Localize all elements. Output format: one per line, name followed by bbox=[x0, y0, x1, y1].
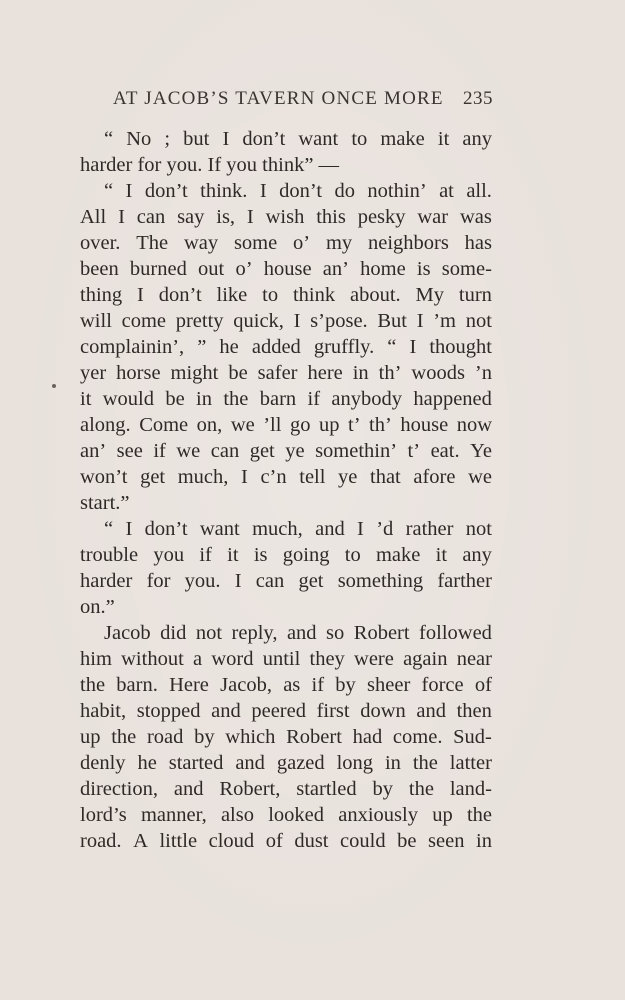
word: we bbox=[176, 440, 201, 462]
word: they bbox=[309, 648, 345, 670]
word: he bbox=[219, 336, 239, 358]
word: some bbox=[233, 232, 278, 254]
word: Come bbox=[139, 414, 189, 436]
word: don’t bbox=[242, 128, 286, 150]
word: again bbox=[403, 648, 448, 670]
word: ’d bbox=[376, 518, 394, 540]
text-line bbox=[80, 126, 492, 152]
text-line bbox=[80, 204, 492, 230]
word: not bbox=[195, 622, 223, 644]
word: cloud bbox=[208, 830, 255, 852]
word: up bbox=[80, 726, 101, 748]
word: don’t bbox=[279, 180, 323, 202]
word: peered bbox=[251, 700, 306, 722]
word: think. bbox=[200, 180, 248, 202]
word: also bbox=[220, 804, 254, 826]
word: along. bbox=[80, 414, 131, 436]
word: which bbox=[225, 726, 276, 748]
word: eat. bbox=[430, 440, 460, 462]
word: going bbox=[282, 544, 330, 566]
word: I bbox=[293, 310, 301, 332]
word: pesky bbox=[357, 206, 406, 228]
word: has bbox=[464, 232, 492, 254]
word: in bbox=[384, 752, 401, 774]
word: farther bbox=[437, 570, 492, 592]
word: not bbox=[465, 518, 492, 540]
word: t’ bbox=[348, 414, 361, 436]
text-line bbox=[80, 308, 492, 334]
word: the bbox=[412, 752, 438, 774]
word: somethin’ bbox=[315, 440, 398, 462]
word: as bbox=[283, 674, 301, 696]
word: for bbox=[137, 154, 162, 176]
word: “ bbox=[104, 128, 114, 150]
word: without bbox=[121, 648, 184, 670]
word: here bbox=[307, 362, 343, 384]
word: the bbox=[408, 778, 434, 800]
word: dust bbox=[294, 830, 329, 852]
word: then bbox=[456, 700, 492, 722]
word: but bbox=[183, 128, 210, 150]
word: on, bbox=[196, 414, 223, 436]
word: you bbox=[226, 154, 258, 176]
word: My bbox=[415, 284, 445, 306]
word: “ bbox=[104, 518, 114, 540]
text-line bbox=[80, 256, 492, 282]
text-line bbox=[80, 152, 492, 178]
word: neighbors bbox=[367, 232, 449, 254]
word: the bbox=[111, 726, 137, 748]
word: he bbox=[137, 752, 157, 774]
word: is bbox=[253, 544, 268, 566]
word: burned bbox=[129, 258, 187, 280]
text-line bbox=[80, 386, 492, 412]
text-line bbox=[80, 360, 492, 386]
word: that bbox=[370, 466, 401, 488]
word: and bbox=[416, 700, 446, 722]
word: get bbox=[249, 440, 275, 462]
word: “ bbox=[104, 180, 114, 202]
word: to bbox=[344, 544, 361, 566]
text-line bbox=[80, 594, 492, 620]
word: come bbox=[121, 310, 167, 332]
word: c’n bbox=[260, 466, 287, 488]
text-line bbox=[80, 230, 492, 256]
word: a bbox=[193, 648, 203, 670]
word: first bbox=[316, 700, 350, 722]
word: I bbox=[222, 128, 230, 150]
word: I bbox=[125, 180, 133, 202]
text-line bbox=[80, 776, 492, 802]
word: s’pose. bbox=[310, 310, 368, 332]
word: you. bbox=[166, 154, 203, 176]
word: ’m bbox=[433, 310, 457, 332]
word: I bbox=[259, 180, 267, 202]
page-header bbox=[113, 88, 493, 116]
word: it bbox=[227, 544, 239, 566]
word: up bbox=[318, 414, 340, 436]
word: Robert bbox=[353, 622, 410, 644]
word: word bbox=[211, 648, 254, 670]
word: habit, bbox=[80, 700, 127, 722]
word: we bbox=[468, 466, 492, 488]
word: in bbox=[196, 388, 212, 410]
word: can bbox=[255, 570, 285, 592]
word: be bbox=[397, 830, 417, 852]
word: road bbox=[146, 726, 184, 748]
word: All bbox=[80, 206, 107, 228]
word: way bbox=[183, 232, 219, 254]
word: direction, bbox=[80, 778, 158, 800]
word: is, bbox=[216, 206, 236, 228]
word: lord’s bbox=[80, 804, 127, 826]
word: I bbox=[125, 518, 133, 540]
word: don’t bbox=[158, 284, 202, 306]
word: horse bbox=[116, 362, 161, 384]
word: think” bbox=[262, 154, 314, 176]
text-line bbox=[80, 828, 492, 854]
word: down bbox=[360, 700, 406, 722]
word: do bbox=[334, 180, 355, 202]
word: barn bbox=[259, 388, 297, 410]
word: near bbox=[456, 648, 492, 670]
text-line bbox=[80, 542, 492, 568]
word: turn bbox=[458, 284, 492, 306]
word: war bbox=[417, 206, 449, 228]
word: ” bbox=[197, 336, 207, 358]
word: reply, bbox=[231, 622, 278, 644]
word: startled bbox=[296, 778, 357, 800]
word: complainin’, bbox=[80, 336, 185, 358]
text-line bbox=[80, 750, 492, 776]
word: denly bbox=[80, 752, 126, 774]
word: Jacob bbox=[104, 622, 151, 644]
word: not bbox=[465, 310, 492, 332]
word: any bbox=[462, 544, 492, 566]
word: “ bbox=[387, 336, 397, 358]
word: want bbox=[199, 518, 240, 540]
text-line bbox=[80, 334, 492, 360]
text-line bbox=[80, 464, 492, 490]
word: think bbox=[292, 284, 336, 306]
word: had bbox=[352, 726, 383, 748]
word: see bbox=[116, 440, 143, 462]
word: is bbox=[416, 258, 431, 280]
word: out bbox=[198, 258, 225, 280]
word: nothin’ bbox=[367, 180, 427, 202]
word: don’t bbox=[144, 180, 188, 202]
word: Jacob, bbox=[220, 674, 272, 696]
word: — bbox=[318, 154, 340, 176]
word: any bbox=[462, 128, 492, 150]
word: But bbox=[377, 310, 407, 332]
word: force bbox=[421, 674, 464, 696]
word: and bbox=[315, 518, 345, 540]
word: if bbox=[153, 440, 166, 462]
word: up bbox=[432, 804, 453, 826]
word: ’n bbox=[474, 362, 492, 384]
word: happened bbox=[413, 388, 492, 410]
word: house bbox=[263, 258, 312, 280]
word: I bbox=[234, 570, 242, 592]
word: stopped bbox=[136, 700, 201, 722]
word: like bbox=[216, 284, 248, 306]
text-line bbox=[80, 568, 492, 594]
word: for bbox=[146, 570, 171, 592]
word: the bbox=[223, 388, 249, 410]
word: my bbox=[325, 232, 353, 254]
word: I bbox=[409, 336, 417, 358]
word: looked bbox=[268, 804, 325, 826]
word: much, bbox=[177, 466, 229, 488]
word: harder bbox=[80, 570, 133, 592]
word: it bbox=[435, 544, 448, 566]
word: be bbox=[228, 362, 248, 384]
word: in bbox=[352, 362, 369, 384]
text-line bbox=[80, 698, 492, 724]
text-line bbox=[80, 412, 492, 438]
word: don’t bbox=[144, 518, 188, 540]
word: the bbox=[466, 804, 492, 826]
word: an’ bbox=[80, 440, 107, 462]
word: yer bbox=[80, 362, 107, 384]
text-line bbox=[80, 438, 492, 464]
word: The bbox=[136, 232, 169, 254]
word: something bbox=[337, 570, 424, 592]
word: to bbox=[351, 128, 368, 150]
word: o’ bbox=[235, 258, 253, 280]
word: rather bbox=[405, 518, 454, 540]
word: were bbox=[354, 648, 394, 670]
word: ye bbox=[338, 466, 358, 488]
word: this bbox=[316, 206, 346, 228]
word: want bbox=[298, 128, 339, 150]
word: I bbox=[416, 310, 424, 332]
word: can bbox=[210, 440, 240, 462]
word: If bbox=[207, 154, 222, 176]
word: thought bbox=[429, 336, 492, 358]
word: No bbox=[126, 128, 152, 150]
text-line bbox=[80, 620, 492, 646]
word: on.” bbox=[80, 596, 115, 618]
text-line bbox=[80, 178, 492, 204]
word: go bbox=[289, 414, 311, 436]
word: followed bbox=[419, 622, 492, 644]
text-line bbox=[80, 516, 492, 542]
word: gazed bbox=[276, 752, 325, 774]
word: and bbox=[286, 622, 317, 644]
word: did bbox=[160, 622, 187, 644]
word: to bbox=[262, 284, 279, 306]
word: barn. bbox=[116, 674, 158, 696]
word: latter bbox=[449, 752, 492, 774]
text-line bbox=[80, 282, 492, 308]
word: and bbox=[173, 778, 204, 800]
text-line bbox=[80, 802, 492, 828]
word: pretty bbox=[175, 310, 224, 332]
word: an’ bbox=[322, 258, 349, 280]
word: by bbox=[372, 778, 393, 800]
word: would bbox=[102, 388, 154, 410]
word: some- bbox=[441, 258, 492, 280]
word: can bbox=[136, 206, 166, 228]
word: anybody bbox=[331, 388, 402, 410]
word: road. bbox=[80, 830, 122, 852]
word: safer bbox=[257, 362, 298, 384]
word: ye bbox=[285, 440, 305, 462]
word: we bbox=[230, 414, 255, 436]
word: quick, bbox=[233, 310, 284, 332]
word: A bbox=[133, 830, 148, 852]
word: and bbox=[211, 700, 241, 722]
word: of bbox=[265, 830, 283, 852]
word: I bbox=[118, 206, 125, 228]
word: t’ bbox=[407, 440, 421, 462]
word: and bbox=[235, 752, 265, 774]
word: in bbox=[476, 830, 492, 852]
word: it bbox=[80, 388, 92, 410]
text-line bbox=[80, 724, 492, 750]
word: home bbox=[360, 258, 406, 280]
word: I bbox=[246, 206, 254, 228]
word: come. bbox=[392, 726, 443, 748]
word: harder bbox=[80, 154, 133, 176]
word: now bbox=[456, 414, 492, 436]
word: get bbox=[298, 570, 324, 592]
word: Sud- bbox=[453, 726, 492, 748]
word: all. bbox=[466, 180, 492, 202]
word: over. bbox=[80, 232, 121, 254]
word: you bbox=[153, 544, 185, 566]
word: ’ll bbox=[263, 414, 282, 436]
word: of bbox=[474, 674, 492, 696]
word: if bbox=[307, 388, 321, 410]
word: make bbox=[375, 544, 421, 566]
word: much, bbox=[252, 518, 303, 540]
word: by bbox=[194, 726, 215, 748]
word: I bbox=[241, 466, 248, 488]
word: little bbox=[159, 830, 198, 852]
word: o’ bbox=[293, 232, 311, 254]
word: th’ bbox=[378, 362, 402, 384]
word: won’t bbox=[80, 466, 128, 488]
word: gruffly. bbox=[313, 336, 375, 358]
word: anxiously bbox=[338, 804, 418, 826]
word: if bbox=[199, 544, 212, 566]
word: by bbox=[335, 674, 356, 696]
word: trouble bbox=[80, 544, 139, 566]
word: Robert, bbox=[219, 778, 281, 800]
word: it bbox=[437, 128, 450, 150]
word: make bbox=[380, 128, 425, 150]
page-number: 235 bbox=[463, 88, 493, 109]
word: tell bbox=[299, 466, 326, 488]
word: you. bbox=[184, 570, 221, 592]
word: Robert bbox=[286, 726, 342, 748]
word: at bbox=[439, 180, 454, 202]
word: was bbox=[459, 206, 492, 228]
word: start.” bbox=[80, 492, 130, 514]
word: seen bbox=[428, 830, 465, 852]
word: so bbox=[326, 622, 345, 644]
word: could bbox=[340, 830, 386, 852]
word: say bbox=[177, 206, 205, 228]
word: land- bbox=[449, 778, 492, 800]
word: Ye bbox=[470, 440, 492, 462]
word: him bbox=[80, 648, 112, 670]
word: get bbox=[140, 466, 166, 488]
body-text bbox=[80, 126, 492, 854]
word: I bbox=[137, 284, 144, 306]
word: started bbox=[168, 752, 224, 774]
word: long bbox=[336, 752, 374, 774]
word: thing bbox=[80, 284, 123, 306]
word: Here bbox=[169, 674, 209, 696]
word: might bbox=[170, 362, 219, 384]
word: be bbox=[165, 388, 185, 410]
word: if bbox=[311, 674, 325, 696]
word: wish bbox=[265, 206, 305, 228]
word: until bbox=[262, 648, 301, 670]
word: about. bbox=[350, 284, 401, 306]
word: woods bbox=[411, 362, 465, 384]
word: I bbox=[357, 518, 364, 540]
margin-mark bbox=[52, 384, 56, 388]
text-line bbox=[80, 490, 492, 516]
text-line bbox=[80, 646, 492, 672]
running-head: AT JACOB’S TAVERN ONCE MORE bbox=[113, 88, 444, 109]
word: th’ bbox=[369, 414, 392, 436]
word: will bbox=[80, 310, 112, 332]
word: house bbox=[400, 414, 449, 436]
word: manner, bbox=[140, 804, 207, 826]
word: afore bbox=[413, 466, 456, 488]
word: been bbox=[80, 258, 119, 280]
word: ; bbox=[164, 128, 171, 150]
text-line bbox=[80, 672, 492, 698]
word: sheer bbox=[367, 674, 411, 696]
word: the bbox=[80, 674, 106, 696]
word: added bbox=[251, 336, 301, 358]
